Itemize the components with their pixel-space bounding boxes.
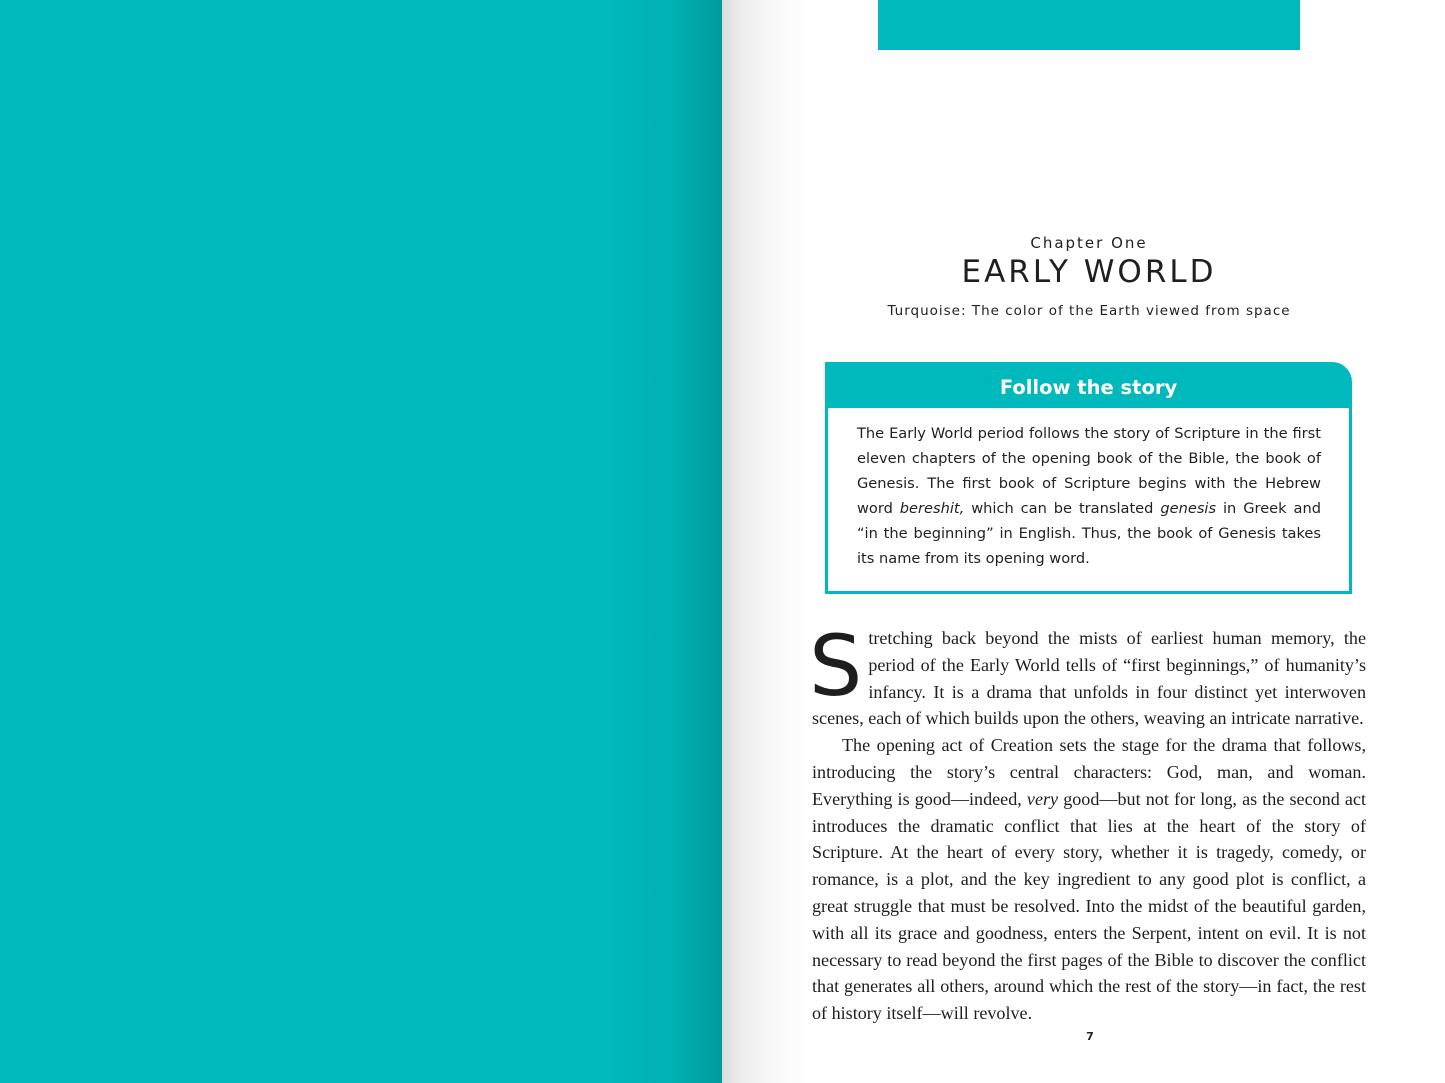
paragraph-2-text: good—but not for long, as the second act introduces the dramatic conflict that lies at the heart of the story of Scripture. At the heart of every story, whether it is tragedy, comedy, or romance, is a plot, and the key ingredient to any good plot is conflict, a great struggle that must be resolved. Into the midst of the beautiful garden, with all its grace and goodness, enters the Serpent, intent on evil. It is not necessary to read beyond the first pages of the Bible to discover the conflict that generates all others, around which the rest of the story—in fact, the rest of history itself—will revolve. [812, 788, 1366, 1024]
follow-the-story-box [825, 362, 1352, 594]
sidebar-text-part: in Greek and “in the beginning” in English. Thus, the book of Genesis takes its name from its opening word. [857, 500, 1321, 567]
paragraph-2 [812, 732, 1366, 1027]
paragraph-2-text: The opening act of Creation sets the stage for the drama that follows, introducing the story’s central characters: God, man, and woman. Everything is good—indeed, [812, 735, 1366, 809]
sidebar-text-part: The Early World period follows the story of Scripture in the first eleven chapters of the opening book of the Bible, the book of Genesis. The first book of Scripture begins with the Hebrew word [857, 425, 1321, 517]
sidebar-text [828, 408, 1349, 571]
sidebar-italic-word: genesis [1160, 500, 1217, 517]
drop-cap: S [809, 617, 863, 715]
left-page-color-panel [0, 0, 722, 1083]
chapter-color-tab [878, 0, 1300, 50]
paragraph-2-italic: very [1026, 788, 1059, 809]
page-number: 7 [1086, 1030, 1094, 1043]
body-text [809, 617, 1366, 1027]
sidebar-title: Follow the story [828, 365, 1349, 408]
chapter-label: Chapter One [1030, 234, 1148, 252]
sidebar-italic-word: bereshit, [899, 500, 965, 517]
paragraph-1 [809, 617, 1366, 732]
chapter-title: EARLY WORLD [961, 254, 1217, 290]
paragraph-1-text: tretching back beyond the mists of earliest human memory, the period of the Early World tells of “first beginnings,” of humanity’s infancy. It is a drama that unfolds in four distinct yet interwoven scenes, each of which builds upon the others, weaving an intricate narrative. [812, 628, 1366, 729]
sidebar-text-part: which can be translated [964, 500, 1161, 517]
chapter-subtitle: Turquoise: The color of the Earth viewed from space [887, 303, 1291, 319]
